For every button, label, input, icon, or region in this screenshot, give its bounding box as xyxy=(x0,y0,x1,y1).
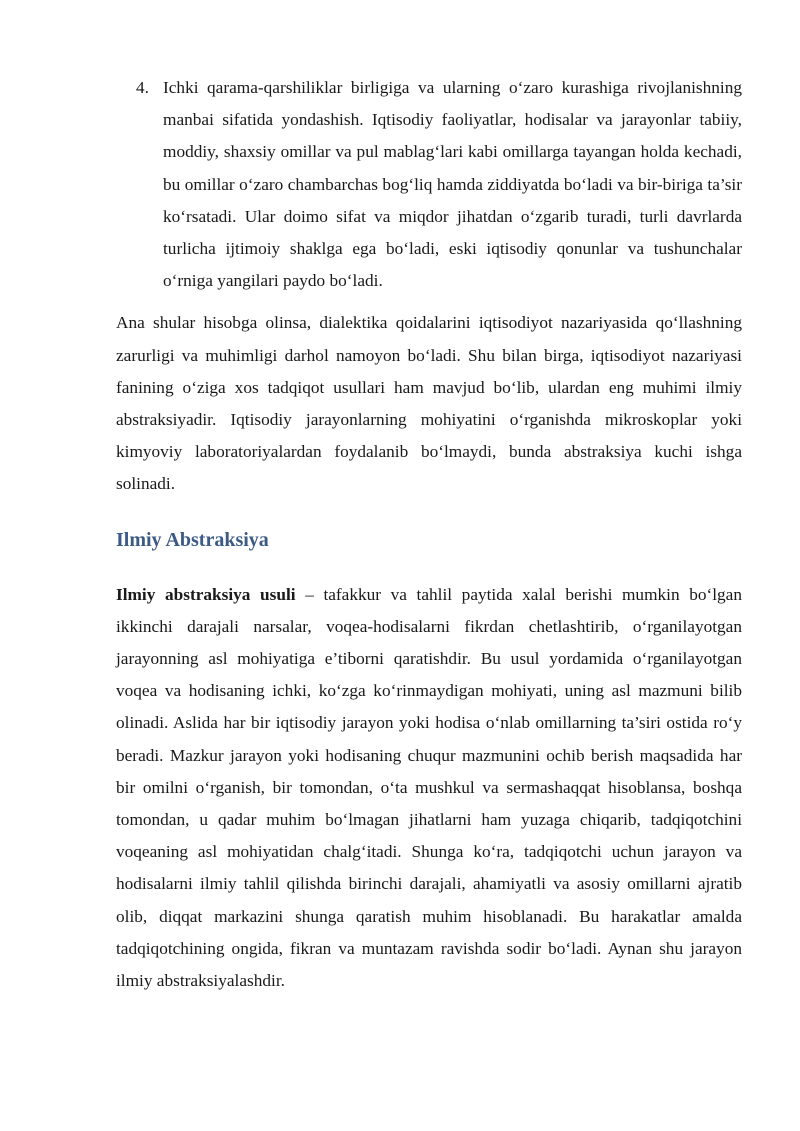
section-paragraph xyxy=(116,579,742,998)
definition-text: – tafakkur va tahlil paytida xalal berishi mumkin bo‘lgan ikkinchi darajali narsalar, voqea-hodisalarni fikrdan chetlashtirib, o‘rganilayotgan jarayonning asl mohiyatiga e’tiborni qaratishdir. Bu usul yordamida o‘rganilayotgan voqea va hodisaning ichki, ko‘zga ko‘rinmaydigan mohiyati, uning asl mazmuni bilib olinadi. Aslida har bir iqtisodiy jarayon yoki hodisa o‘nlab omillarning ta’siri ostida ro‘y beradi. Mazkur jarayon yoki hodisaning chuqur mazmunini ochib berish maqsadida har bir omilni o‘rganish, bir tomondan, o‘ta mushkul va sermashaqqat hisoblansa, boshqa tomondan, u qadar muhim bo‘lmagan jihatlarni ham yuzaga chiqarib, tadqiqotchini voqeaning asl mohiyatidan chalg‘itadi. Shunga ko‘ra, tadqiqotchi uchun jarayon va hodisalarni ilmiy tahlil qilishda birinchi darajali, ahamiyatli va asosiy omillarni ajratib olib, diqqat markazini shunga qaratish muhim hisoblanadi. Bu harakatlar amalda tadqiqotchining ongida, fikran va muntazam ravishda sodir bo‘ladi. Aynan shu jarayon ilmiy abstraksiyalashdir. xyxy=(116,584,742,991)
section-heading: Ilmiy Abstraksiya xyxy=(116,528,269,551)
paragraph: Ana shular hisobga olinsa, dialektika qoidalarini iqtisodiyot nazariyasida qo‘llashning zarurligi va muhimligi darhol namoyon bo‘ladi. Shu bilan birga, iqtisodiyot nazariyasi fanining o‘ziga xos tadqiqot usullari ham mavjud bo‘lib, ulardan eng muhimi ilmiy abstraksiyadir. Iqtisodiy jarayonlarning mohiyatini o‘rganishda mikroskoplar yoki kimyoviy laboratoriyalardan foydalanib bo‘lmaydi, bunda abstraksiya kuchi ishga solinadi. xyxy=(116,313,742,494)
document-page xyxy=(116,72,742,997)
list-item-text: Ichki qarama-qarshiliklar birligiga va ularning o‘zaro kurashiga rivojlanishning manbai sifatida yondashish. Iqtisodiy faoliyatlar, hodisalar va jarayonlar tabiiy, moddiy, shaxsiy omillar va pul mablag‘lari kabi omillarga tayangan holda kechadi, bu omillar o‘zaro chambarchas bog‘liq hamda ziddiyatda bo‘ladi va bir-biriga ta’sir ko‘rsatadi. Ular doimo sifat va miqdor jihatdan o‘zgarib turadi, turli davrlarda turlicha ijtimoiy shaklga ega bo‘ladi, eski iqtisodiy qonunlar va tushunchalar o‘rniga yangilari paydo bo‘ladi. xyxy=(163,78,742,291)
term-bold: Ilmiy abstraksiya usuli xyxy=(116,584,296,604)
list-marker: 4. xyxy=(136,78,149,97)
list-item xyxy=(116,72,742,297)
